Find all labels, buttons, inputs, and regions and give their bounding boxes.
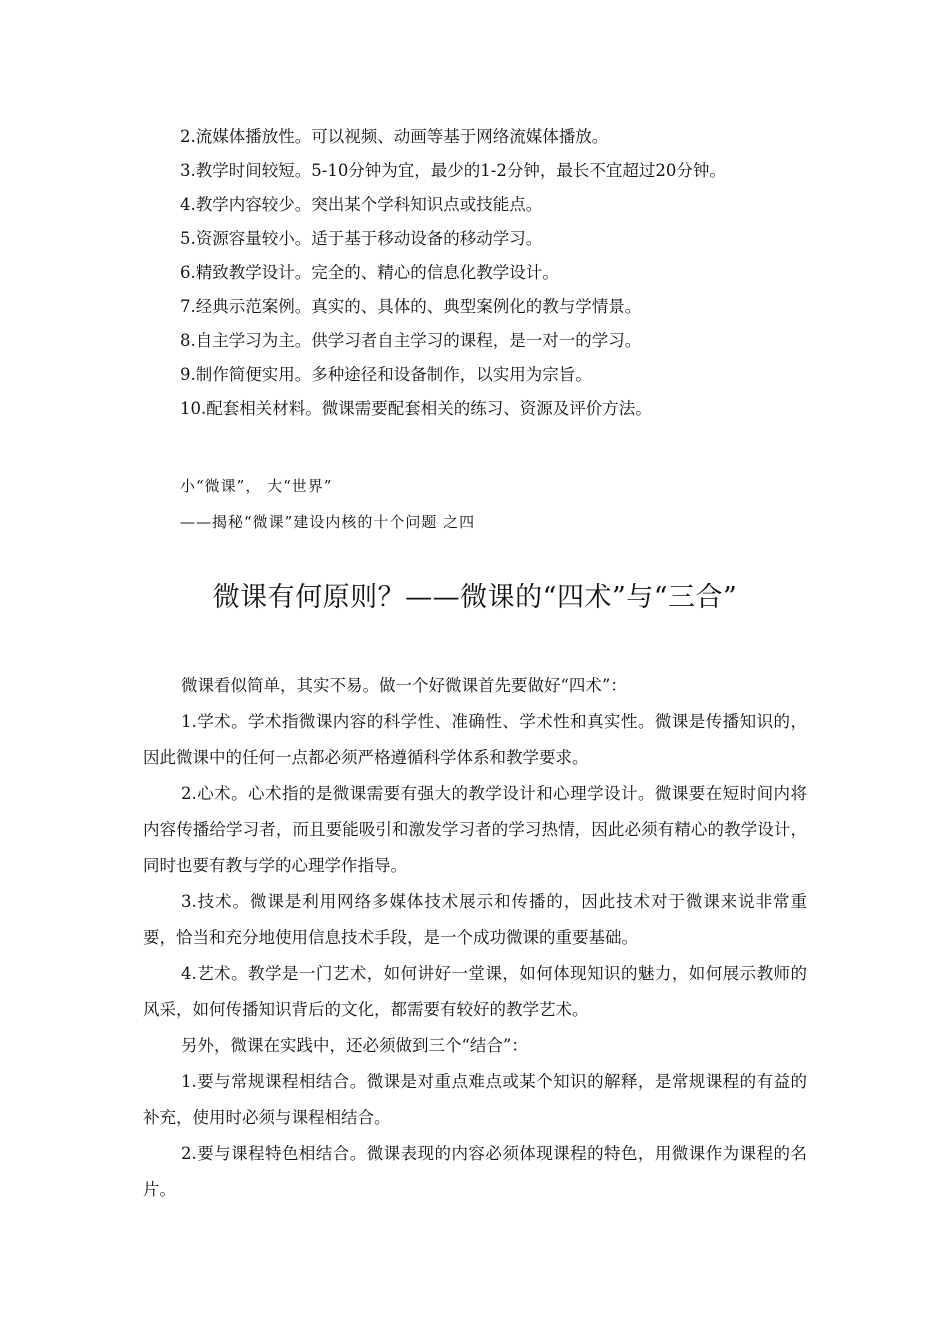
series-subtitle: ——揭秘“微课”建设内核的十个问题 之四: [180, 513, 476, 531]
list-item: 9.制作简便实用。多种途径和设备制作，以实用为宗旨。: [180, 365, 592, 384]
series-heading: [180, 468, 475, 540]
article-body: [143, 668, 807, 1208]
paragraph: 另外，微课在实践中，还必须做到三个“结合”：: [181, 1036, 528, 1055]
paragraph: 1.学术。学术指微课内容的科学性、准确性、学术性和真实性。微课是传播知识的，因此微课中的任何一点都必须严格遵循科学体系和教学要求。: [143, 712, 807, 767]
list-item: 4.教学内容较少。突出某个学科知识点或技能点。: [180, 195, 543, 214]
list-item: 6.精致教学设计。完全的、精心的信息化教学设计。: [180, 263, 559, 282]
paragraph: 3.技术。微课是利用网络多媒体技术展示和传播的，因此技术对于微课来说非常重要，恰当和充分地使用信息技术手段，是一个成功微课的重要基础。: [143, 892, 807, 947]
list-item: 10.配套相关材料。微课需要配套相关的练习、资源及评价方法。: [180, 399, 652, 418]
list-item: 7.经典示范案例。真实的、具体的、典型案例化的教与学情景。: [180, 297, 642, 316]
paragraph: 2.要与课程特色相结合。微课表现的内容必须体现课程的特色，用微课作为课程的名片。: [143, 1144, 807, 1199]
feature-list: [180, 120, 840, 426]
list-item: 2.流媒体播放性。可以视频、动画等基于网络流媒体播放。: [180, 127, 609, 146]
series-title: 小“微课”， 大“世界”: [180, 477, 333, 495]
paragraph: 4.艺术。教学是一门艺术，如何讲好一堂课，如何体现知识的魅力，如何展示教师的风采，如何传播知识背后的文化，都需要有较好的教学艺术。: [143, 964, 807, 1019]
section-title: 微课有何原则？——微课的“四术”与“三合”: [212, 582, 738, 613]
paragraph: 微课看似简单，其实不易。做一个好微课首先要做好“四术”：: [181, 676, 627, 695]
list-item: 3.教学时间较短。5-10分钟为宜，最少的1-2分钟，最长不宜超过20分钟。: [180, 161, 726, 180]
paragraph: 1.要与常规课程相结合。微课是对重点难点或某个知识的解释，是常规课程的有益的补充，使用时必须与课程相结合。: [143, 1072, 807, 1127]
list-item: 5.资源容量较小。适于基于移动设备的移动学习。: [180, 229, 543, 248]
list-item: 8.自主学习为主。供学习者自主学习的课程，是一对一的学习。: [180, 331, 642, 350]
paragraph: 2.心术。心术指的是微课需要有强大的教学设计和心理学设计。微课要在短时间内将内容传播给学习者，而且要能吸引和激发学习者的学习热情，因此必须有精心的教学设计，同时也要有教与学的心理学作指导。: [143, 784, 807, 875]
